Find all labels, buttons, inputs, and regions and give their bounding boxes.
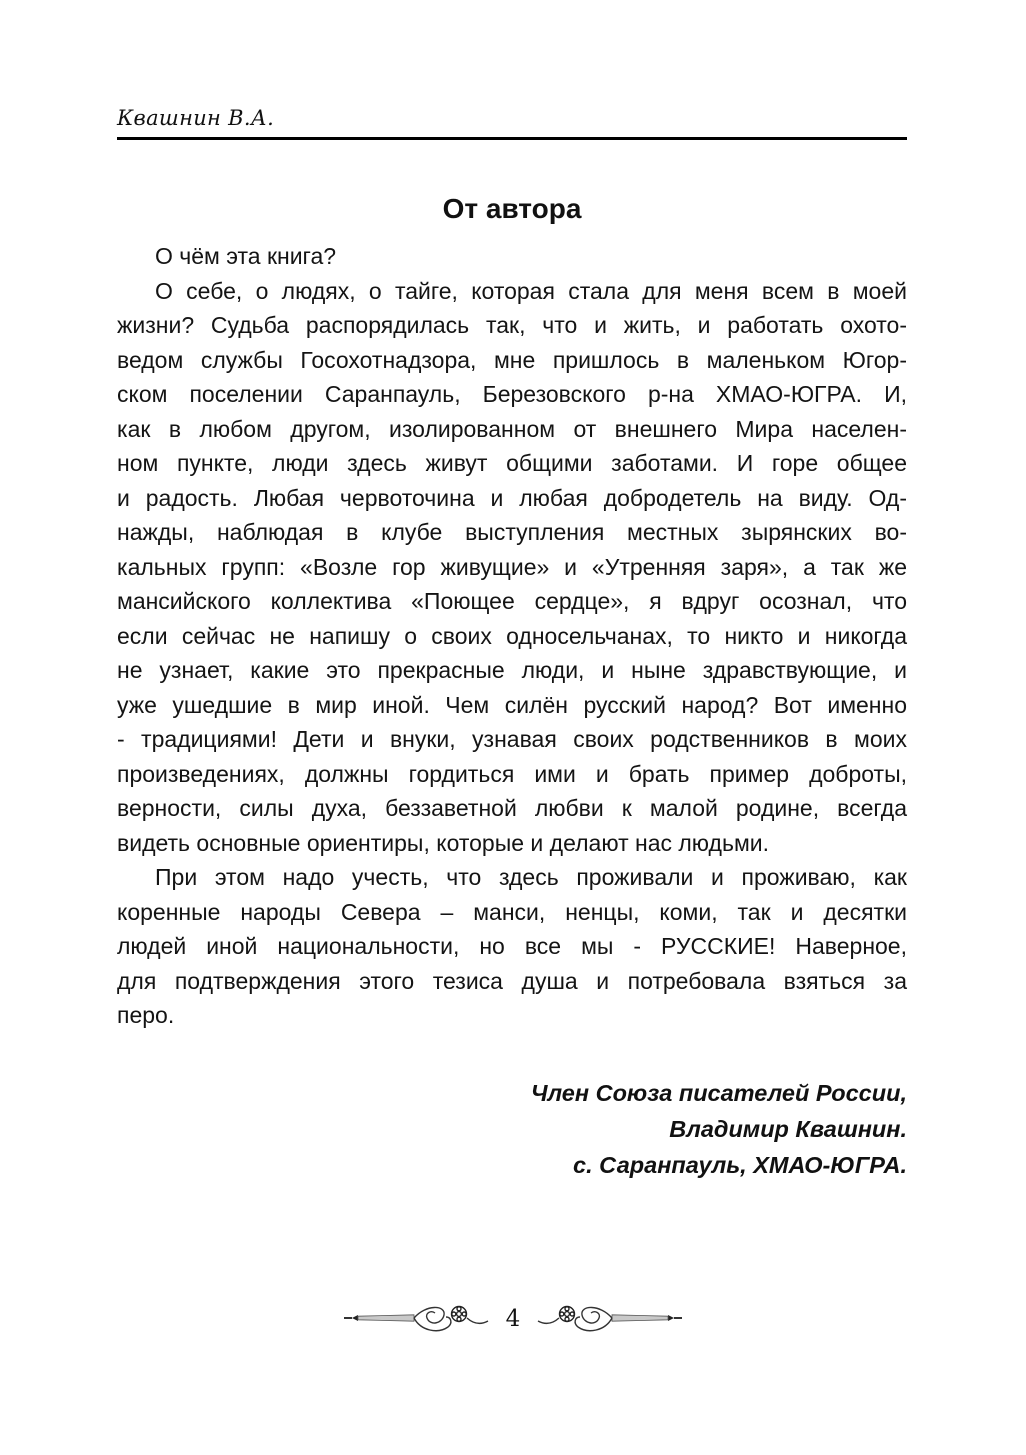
body-line: уже ушедшие в мир иной. Чем силён русский народ? Вот именно xyxy=(117,691,907,718)
body-line: ведом службы Госохотнадзора, мне пришлось в маленьком Югор- xyxy=(117,346,907,373)
floral-flourish-icon xyxy=(342,1301,492,1337)
body-line: - традициями! Дети и внуки, узнавая своих родственников в моих xyxy=(117,726,907,752)
body-line: если сейчас не напишу о своих односельчанах, то никто и никогда xyxy=(117,622,907,649)
body-line: видеть основные ориентиры, которые и делают нас людьми. xyxy=(117,829,769,856)
body-line: произведениях, должны гордиться ими и брать пример доброты, xyxy=(117,760,907,787)
body-line: людей иной национальности, но все мы - РУССКИЕ! Наверное, xyxy=(117,933,907,959)
body-line: ском поселении Саранпауль, Березовского р-на ХМАО-ЮГРА. И, xyxy=(117,381,907,407)
page-number: 4 xyxy=(505,1306,521,1332)
body-line: ном пункте, люди здесь живут общими заботами. И горе общее xyxy=(117,450,907,476)
chapter-title: От автора xyxy=(442,193,582,224)
body-line: кальных групп: «Возле гор живущие» и «Утренняя заря», а так же xyxy=(117,553,907,580)
running-head-author: Квашнин В.А. xyxy=(117,106,275,130)
body-line: как в любом другом, изолированном от внешнего Мира населен- xyxy=(117,415,907,442)
floral-flourish-icon xyxy=(534,1301,684,1337)
signature-line: Владимир Квашнин. xyxy=(669,1115,907,1142)
body-line: нажды, наблюдая в клубе выступления местных зырянских во- xyxy=(117,519,907,545)
body-line: При этом надо учесть, что здесь проживали и проживаю, как xyxy=(155,864,907,890)
body-line: коренные народы Севера – манси, ненцы, коми, так и десятки xyxy=(117,898,907,925)
body-line: и радость. Любая червоточина и любая добродетель на виду. Од- xyxy=(117,484,907,511)
body-paragraphs xyxy=(117,239,907,1033)
body-line: мансийского коллектива «Поющее сердце», я вдруг осознал, что xyxy=(117,588,907,614)
page-footer xyxy=(0,1301,1026,1337)
body-line: верности, силы духа, беззаветной любви к малой родине, всегда xyxy=(117,795,907,821)
body-line: для подтверждения этого тезиса душа и потребовала взяться за xyxy=(117,967,907,994)
signature-block xyxy=(117,1075,907,1183)
body-line: не узнает, какие это прекрасные люди, и ныне здравствующие, и xyxy=(117,657,907,683)
body-line: жизни? Судьба распорядилась так, что и жить, и работать охото- xyxy=(117,312,907,338)
body-line: О чём эта книга? xyxy=(155,243,337,269)
signature-line: с. Саранпауль, ХМАО-ЮГРА. xyxy=(573,1151,907,1178)
signature-line: Член Союза писателей России, xyxy=(530,1079,907,1106)
header-rule xyxy=(117,137,907,140)
body-line: О себе, о людях, о тайге, которая стала для меня всем в моей xyxy=(155,277,907,304)
body-line: перо. xyxy=(117,1002,175,1028)
